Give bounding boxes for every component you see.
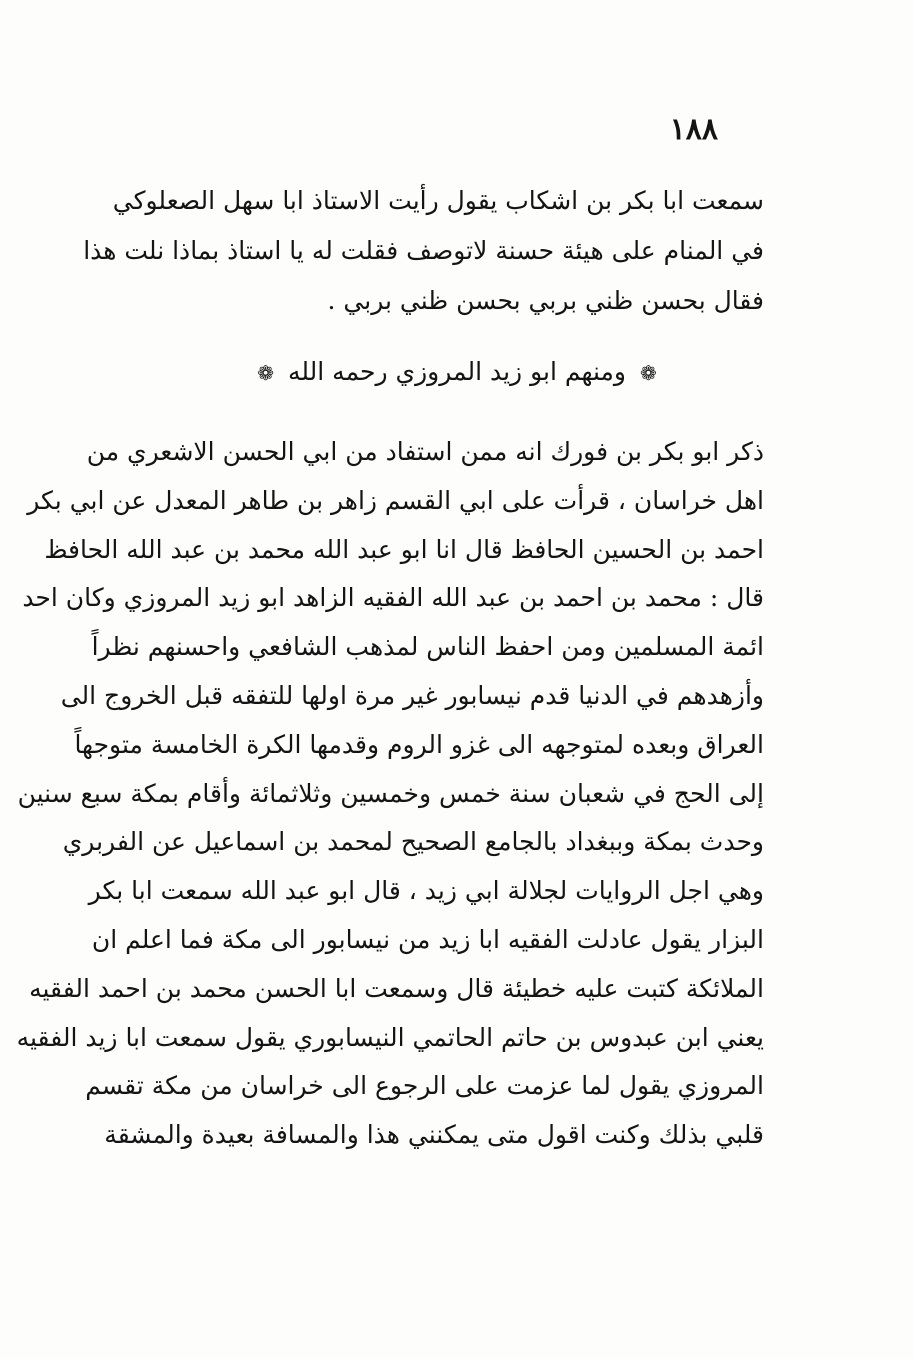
- text-line: المروزي يقول لما عزمت على الرجوع الى خراسان من مكة تقسم: [85, 1071, 764, 1101]
- paragraph-intro: [83, 176, 764, 326]
- ornament-right-icon: ❁: [639, 361, 657, 385]
- text-line: يعني ابن عبدوس بن حاتم الحاتمي النيسابوري يقول سمعت ابا زيد الفقيه: [16, 1022, 764, 1052]
- text-line: البزار يقول عادلت الفقيه ابا زيد من نيسابور الى مكة فما اعلم ان: [91, 924, 764, 954]
- text-line: ذكر ابو بكر بن فورك انه ممن استفاد من ابي الحسن الاشعري من: [86, 437, 764, 466]
- text-line: وأزهدهم في الدنيا قدم نيسابور غير مرة اولها للتفقه قبل الخروج الى: [60, 680, 764, 710]
- section-heading: [0, 350, 914, 395]
- text-line: قلبي بذلك وكنت اقول متى يمكنني هذا والمسافة بعيدة والمشقة: [104, 1120, 764, 1150]
- page-number: ١٨٨: [669, 112, 718, 147]
- text-line: اهل خراسان ، قرأت على ابي القسم زاهر بن طاهر المعدل عن ابي بكر: [27, 485, 764, 515]
- text-line: الملائكة كتبت عليه خطيئة قال وسمعت ابا الحسن محمد بن احمد الفقيه: [29, 973, 764, 1003]
- text-line: وحدث بمكة وببغداد بالجامع الصحيح لمحمد بن اسماعيل عن الفربري: [62, 827, 764, 857]
- text-line: احمد بن الحسين الحافظ قال انا ابو عبد الله محمد بن عبد الله الحافظ: [44, 534, 764, 564]
- section-heading-text: ومنهم ابو زيد المروزي رحمه الله: [287, 357, 627, 386]
- text-line: في المنام على هيئة حسنة لاتوصف فقلت له يا استاذ بماذا نلت هذا: [83, 236, 764, 265]
- text-line: فقال بحسن ظني بربي بحسن ظني بربي .: [327, 286, 764, 315]
- ornament-left-icon: ❁: [257, 361, 275, 385]
- text-line: العراق وبعده لمتوجهه الى غزو الروم وقدمها الكرة الخامسة متوجهاً: [74, 729, 764, 759]
- text-line: قال : محمد بن احمد بن عبد الله الفقيه الزاهد ابو زيد المروزي وكان احد: [22, 583, 764, 613]
- text-line: وهي اجل الروايات لجلالة ابي زيد ، قال ابو عبد الله سمعت ابا بكر: [88, 876, 764, 906]
- text-line: ائمة المسلمين ومن احفظ الناس لمذهب الشافعي واحسنهم نظراً: [91, 632, 764, 662]
- text-line: إلى الحج في شعبان سنة خمس وخمسين وثلاثمائة وأقام بمكة سبع سنين: [17, 778, 764, 808]
- paragraph-biography: [16, 428, 764, 1168]
- text-line: سمعت ابا بكر بن اشكاب يقول رأيت الاستاذ ابا سهل الصعلوكي: [112, 186, 764, 215]
